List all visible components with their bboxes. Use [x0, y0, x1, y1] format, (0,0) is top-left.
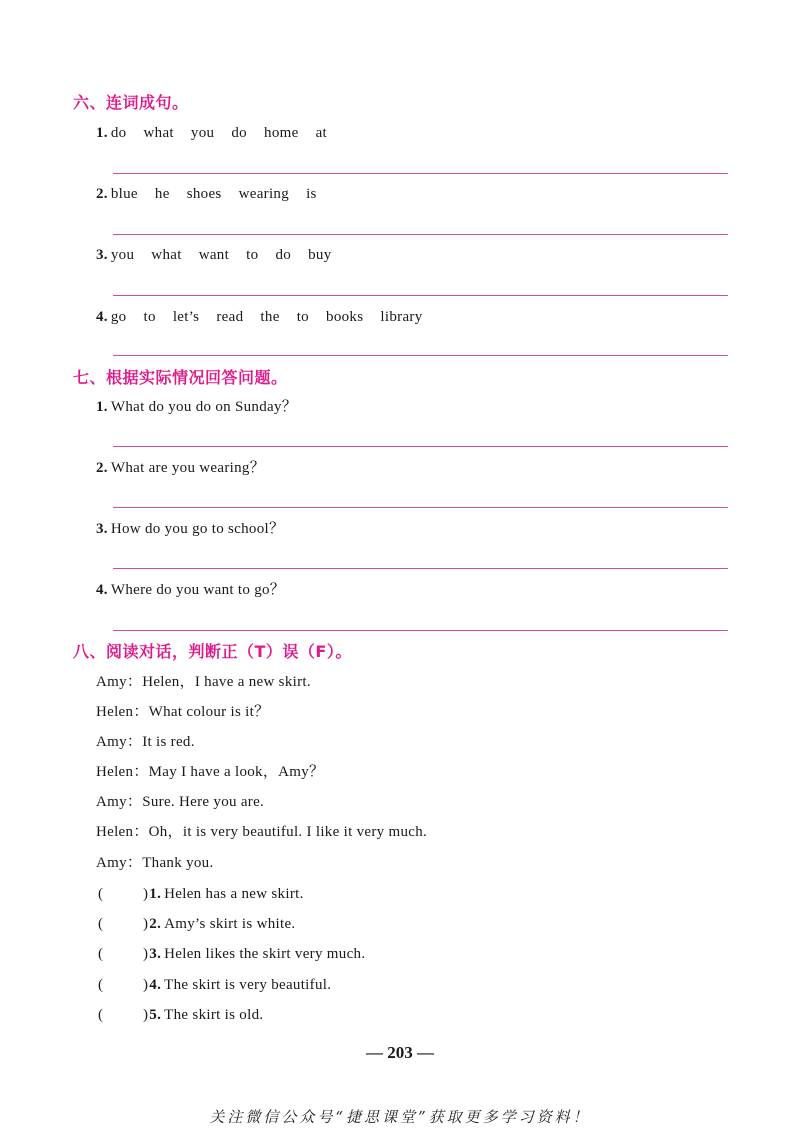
answer-bracket-open: (	[98, 977, 104, 993]
speaker: Helen：	[96, 704, 149, 720]
scrambled-words: do what you do home at	[110, 125, 328, 141]
speaker: Amy：	[96, 734, 143, 750]
answer-line	[113, 234, 728, 235]
judgement-item-5	[98, 1006, 263, 1024]
answer-bracket-close: )	[143, 916, 149, 932]
section-6-heading: 六、连词成句。	[73, 93, 189, 112]
item-number: 2.	[149, 916, 162, 932]
answer-line	[113, 446, 728, 447]
item-number: 2.	[96, 186, 108, 202]
question-text: What do you do on Sunday？	[110, 399, 298, 415]
section-7-item-1	[96, 398, 297, 416]
answer-line	[113, 355, 728, 356]
dialogue-text: It is red.	[142, 734, 195, 750]
speaker: Helen：	[96, 824, 149, 840]
question-text: Where do you want to go？	[110, 582, 286, 598]
scrambled-words: blue he shoes wearing is	[110, 186, 317, 202]
dialogue-line	[96, 703, 269, 721]
item-number: 3.	[96, 521, 108, 537]
judgement-item-1	[98, 885, 304, 903]
section-7-item-3	[96, 520, 284, 538]
dialogue-line	[96, 793, 264, 811]
answer-line	[113, 173, 728, 174]
item-number: 2.	[96, 460, 108, 476]
dialogue-text: Sure. Here you are.	[142, 794, 265, 810]
page-number: — 203 —	[366, 1043, 434, 1062]
answer-bracket-open: (	[98, 886, 104, 902]
section-6-item-4	[96, 308, 423, 326]
item-number: 4.	[149, 977, 162, 993]
answer-bracket-open: (	[98, 946, 104, 962]
answer-bracket-close: )	[143, 946, 149, 962]
judgement-item-3	[98, 945, 365, 963]
item-number: 5.	[149, 1007, 162, 1023]
answer-line	[113, 507, 728, 508]
section-8-heading: 八、阅读对话，判断正（T）误（F）。	[73, 642, 352, 661]
section-6-item-1	[96, 124, 327, 142]
scrambled-words: you what want to do buy	[110, 247, 332, 263]
dialogue-text: Thank you.	[142, 855, 214, 871]
statement-text: Helen has a new skirt.	[164, 886, 304, 902]
judgement-item-4	[98, 976, 331, 994]
statement-text: The skirt is very beautiful.	[164, 977, 332, 993]
speaker: Helen：	[96, 764, 149, 780]
dialogue-line	[96, 854, 214, 872]
item-number: 1.	[96, 399, 108, 415]
item-number: 3.	[149, 946, 162, 962]
question-text: How do you go to school？	[110, 521, 285, 537]
answer-bracket-close: )	[143, 977, 149, 993]
answer-line	[113, 295, 728, 296]
dialogue-text: Helen，I have a new skirt.	[142, 674, 311, 690]
dialogue-text: Oh，it is very beautiful. I like it very much.	[148, 824, 428, 840]
item-number: 1.	[149, 886, 162, 902]
answer-bracket-open: (	[98, 1007, 104, 1023]
answer-bracket-close: )	[143, 886, 149, 902]
statement-text: The skirt is old.	[164, 1007, 264, 1023]
item-number: 4.	[96, 582, 108, 598]
section-6-item-3	[96, 246, 332, 264]
dialogue-line	[96, 733, 195, 751]
item-number: 4.	[96, 309, 108, 325]
statement-text: Amy’s skirt is white.	[164, 916, 296, 932]
speaker: Amy：	[96, 674, 143, 690]
item-number: 3.	[96, 247, 108, 263]
speaker: Amy：	[96, 855, 143, 871]
section-7-heading: 七、根据实际情况回答问题。	[73, 368, 288, 387]
answer-line	[113, 568, 728, 569]
item-number: 1.	[96, 125, 108, 141]
statement-text: Helen likes the skirt very much.	[164, 946, 366, 962]
answer-bracket-close: )	[143, 1007, 149, 1023]
dialogue-text: What colour is it？	[148, 704, 270, 720]
question-text: What are you wearing？	[110, 460, 266, 476]
footer-note: 关注微信公众号“捷思课堂”获取更多学习资料！	[209, 1108, 591, 1126]
section-6-item-2	[96, 185, 317, 203]
dialogue-text: May I have a look，Amy？	[148, 764, 325, 780]
section-7-item-2	[96, 459, 265, 477]
dialogue-line	[96, 823, 427, 841]
answer-line	[113, 630, 728, 631]
dialogue-line	[96, 763, 324, 781]
answer-bracket-open: (	[98, 916, 104, 932]
section-7-item-4	[96, 581, 285, 599]
speaker: Amy：	[96, 794, 143, 810]
judgement-item-2	[98, 915, 295, 933]
scrambled-words: go to let’s read the to books library	[110, 309, 423, 325]
dialogue-line	[96, 673, 311, 691]
